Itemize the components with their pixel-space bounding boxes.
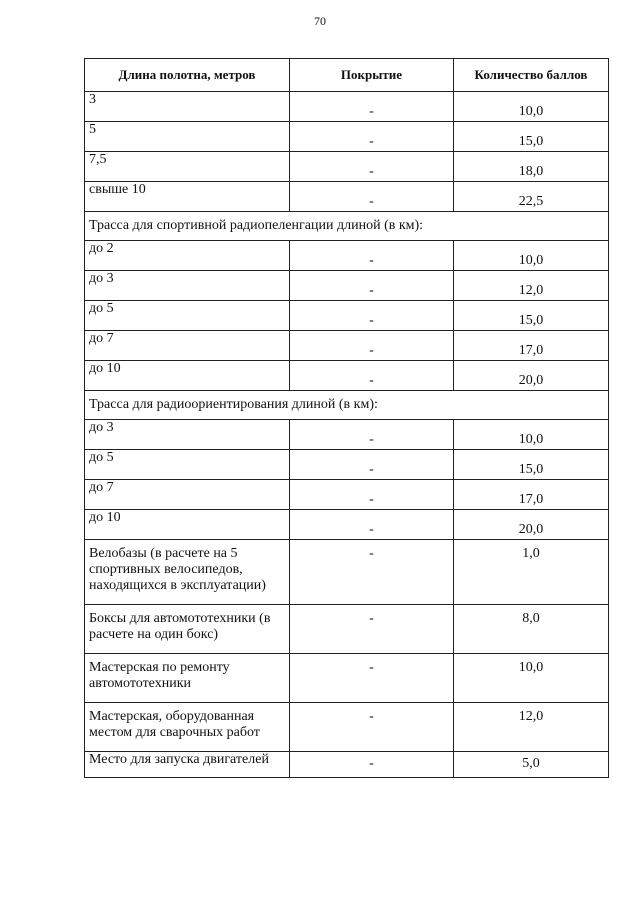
cell-name: до 7 <box>85 480 290 510</box>
cell-score: 12,0 <box>454 271 609 301</box>
cell-cover: - <box>290 450 454 480</box>
cell-name: до 5 <box>85 301 290 331</box>
cell-cover: - <box>290 480 454 510</box>
cell-name: до 3 <box>85 420 290 450</box>
table-row <box>85 182 609 212</box>
cell-name: 3 <box>85 92 290 122</box>
cell-name: Мастерская по ремонту автомототехники <box>85 654 290 703</box>
cell-cover: - <box>290 331 454 361</box>
table-row <box>85 654 609 703</box>
cell-name: Велобазы (в расчете на 5 спортивных велосипедов, находящихся в эксплуатации) <box>85 540 290 605</box>
cell-cover: - <box>290 122 454 152</box>
table-row <box>85 752 609 778</box>
cell-score: 20,0 <box>454 510 609 540</box>
table-row <box>85 92 609 122</box>
cell-score: 15,0 <box>454 301 609 331</box>
cell-cover: - <box>290 361 454 391</box>
cell-name: до 7 <box>85 331 290 361</box>
table-body <box>85 92 609 778</box>
section-row <box>85 212 609 241</box>
cell-score: 10,0 <box>454 241 609 271</box>
cell-score: 10,0 <box>454 654 609 703</box>
cell-score: 1,0 <box>454 540 609 605</box>
cell-cover: - <box>290 752 454 778</box>
cell-cover: - <box>290 420 454 450</box>
table-row <box>85 331 609 361</box>
cell-name: Боксы для автомототехники (в расчете на один бокс) <box>85 605 290 654</box>
cell-cover: - <box>290 271 454 301</box>
section-title: Трасса для спортивной радиопеленгации длиной (в км): <box>85 212 609 241</box>
cell-cover: - <box>290 540 454 605</box>
cell-name: до 2 <box>85 241 290 271</box>
cell-name: до 10 <box>85 510 290 540</box>
cell-cover: - <box>290 152 454 182</box>
table-row <box>85 703 609 752</box>
cell-cover: - <box>290 182 454 212</box>
cell-cover: - <box>290 241 454 271</box>
header-cover: Покрытие <box>290 59 454 92</box>
cell-cover: - <box>290 605 454 654</box>
table-row <box>85 241 609 271</box>
cell-name: Место для запуска двигателей <box>85 752 290 778</box>
table-row <box>85 510 609 540</box>
section-title: Трасса для радиоориентирования длиной (в км): <box>85 391 609 420</box>
table-row <box>85 450 609 480</box>
cell-cover: - <box>290 654 454 703</box>
header-length: Длина полотна, метров <box>85 59 290 92</box>
cell-score: 10,0 <box>454 420 609 450</box>
table-row <box>85 480 609 510</box>
cell-cover: - <box>290 92 454 122</box>
cell-score: 15,0 <box>454 122 609 152</box>
cell-score: 18,0 <box>454 152 609 182</box>
table-row <box>85 361 609 391</box>
cell-name: до 5 <box>85 450 290 480</box>
table-row <box>85 301 609 331</box>
header-row <box>85 59 609 92</box>
table-row <box>85 152 609 182</box>
section-row <box>85 391 609 420</box>
header-score: Количество баллов <box>454 59 609 92</box>
cell-name: свыше 10 <box>85 182 290 212</box>
table-row <box>85 605 609 654</box>
table-row <box>85 420 609 450</box>
cell-name: 7,5 <box>85 152 290 182</box>
cell-score: 22,5 <box>454 182 609 212</box>
cell-score: 17,0 <box>454 480 609 510</box>
cell-name: до 3 <box>85 271 290 301</box>
cell-name: Мастерская, оборудованная местом для сварочных работ <box>85 703 290 752</box>
cell-score: 20,0 <box>454 361 609 391</box>
cell-name: до 10 <box>85 361 290 391</box>
cell-cover: - <box>290 510 454 540</box>
cell-score: 17,0 <box>454 331 609 361</box>
cell-cover: - <box>290 301 454 331</box>
cell-name: 5 <box>85 122 290 152</box>
cell-cover: - <box>290 703 454 752</box>
page-number: 70 <box>314 14 326 28</box>
cell-score: 8,0 <box>454 605 609 654</box>
score-table <box>84 58 609 778</box>
cell-score: 12,0 <box>454 703 609 752</box>
cell-score: 15,0 <box>454 450 609 480</box>
cell-score: 10,0 <box>454 92 609 122</box>
table-row <box>85 122 609 152</box>
cell-score: 5,0 <box>454 752 609 778</box>
table-row <box>85 271 609 301</box>
table-row <box>85 540 609 605</box>
